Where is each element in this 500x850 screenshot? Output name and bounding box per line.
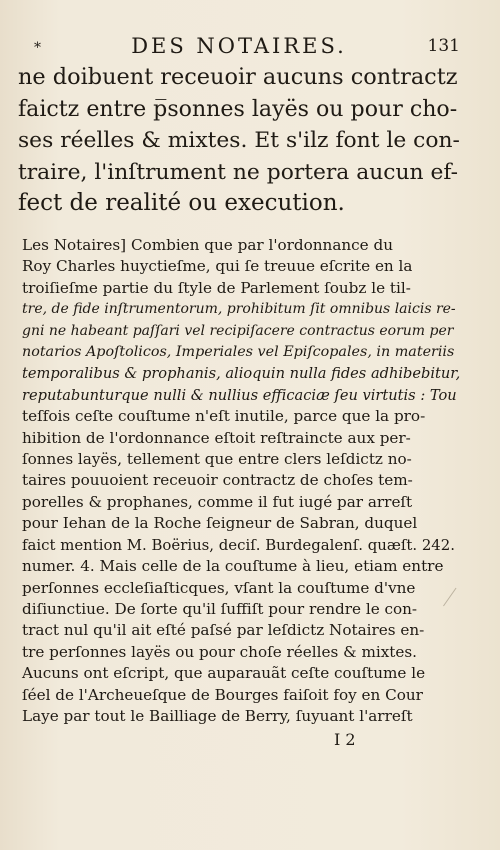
summary-line: ne doibuent receuoir aucuns contractz [18, 64, 458, 90]
running-title: DES NOTAIRES. [131, 34, 347, 58]
summary-line: fect de realité ou execution. [18, 190, 345, 216]
commentary-line: ſéel de l'Archeueſque de Bourges faiſoit foy en Cour [22, 685, 423, 704]
commentary-line: tract nul qu'il ait eſté paſsé par leſdictz Notaires en- [22, 621, 425, 640]
commentary-line: taires pouuoient receuoir contractz de choſes tem- [22, 471, 413, 490]
commentary-line: reputabunturque nulli & nullius efficaciæ ſeu virtutis : Tou [22, 386, 457, 404]
commentary-line: tre, de fide inſtrumentorum, prohibitum ſit omnibus laicis re- [22, 301, 456, 318]
commentary-line: notarios Apoſtolicos, Imperiales vel Epiſcopales, in materiis [22, 344, 455, 361]
commentary-line: numer. 4. Mais celle de la couſtume à lieu, etiam entre [22, 557, 444, 576]
summary-line: traire, l'inſtrument ne portera aucun ef- [18, 159, 459, 185]
commentary-line: Les Notaires] Combien que par l'ordonnance du [22, 236, 393, 254]
signature-mark: I 2 [334, 730, 356, 749]
running-header [18, 34, 460, 60]
commentary-text [22, 235, 460, 727]
commentary-line: teſfois ceſte couſtume n'eſt inutile, parce que la pro- [22, 407, 426, 426]
commentary-line: Aucuns ont eſcript, que auparauãt ceſte couſtume le [22, 664, 426, 683]
summary-line: faictz entre p̅sonnes layës ou pour cho- [18, 95, 458, 122]
commentary-line: faict mention M. Boërius, deciſ. Burdegalenſ. quæſt. 242. [22, 535, 455, 554]
commentary-line: Laye par tout le Bailliage de Berry, ſuyuant l'arreſt [22, 706, 413, 725]
article-summary [18, 62, 460, 220]
header-mark: * [34, 40, 41, 56]
commentary-line: gni ne habeant paſſari vel recipiſacere contractus eorum per [22, 322, 454, 339]
summary-line: ses réelles & mixtes. Et s'ilz font le con- [18, 128, 460, 153]
commentary-line: pour Iehan de la Roche ſeigneur de Sabran, duquel [22, 514, 418, 533]
folio-number: 131 [427, 36, 460, 56]
commentary-line: troiſieſme partie du ſtyle de Parlement ſoubz le til- [22, 278, 411, 297]
commentary-line: diſiunctiue. De ſorte qu'il ſuffiſt pour rendre le con- [22, 599, 418, 618]
commentary-line: perſonnes eccleſiaſticques, vſant la couſtume d'vne [22, 578, 416, 597]
commentary-line: hibition de l'ordonnance eſtoit reſtraincte aux per- [22, 428, 411, 447]
commentary-line: tre perſonnes layës ou pour choſe réelles & mixtes. [22, 642, 417, 661]
commentary-line: porelles & prophanes, comme il fut iugé par arreſt [22, 492, 413, 511]
commentary-line: Roy Charles huyctieſme, qui ſe treuue eſcrite en la [22, 257, 413, 276]
commentary-line: ſonnes layës, tellement que entre clers leſdictz no- [22, 450, 412, 469]
commentary-line: temporalibus & prophanis, alioquin nulla fides adhibebitur, [22, 365, 461, 383]
